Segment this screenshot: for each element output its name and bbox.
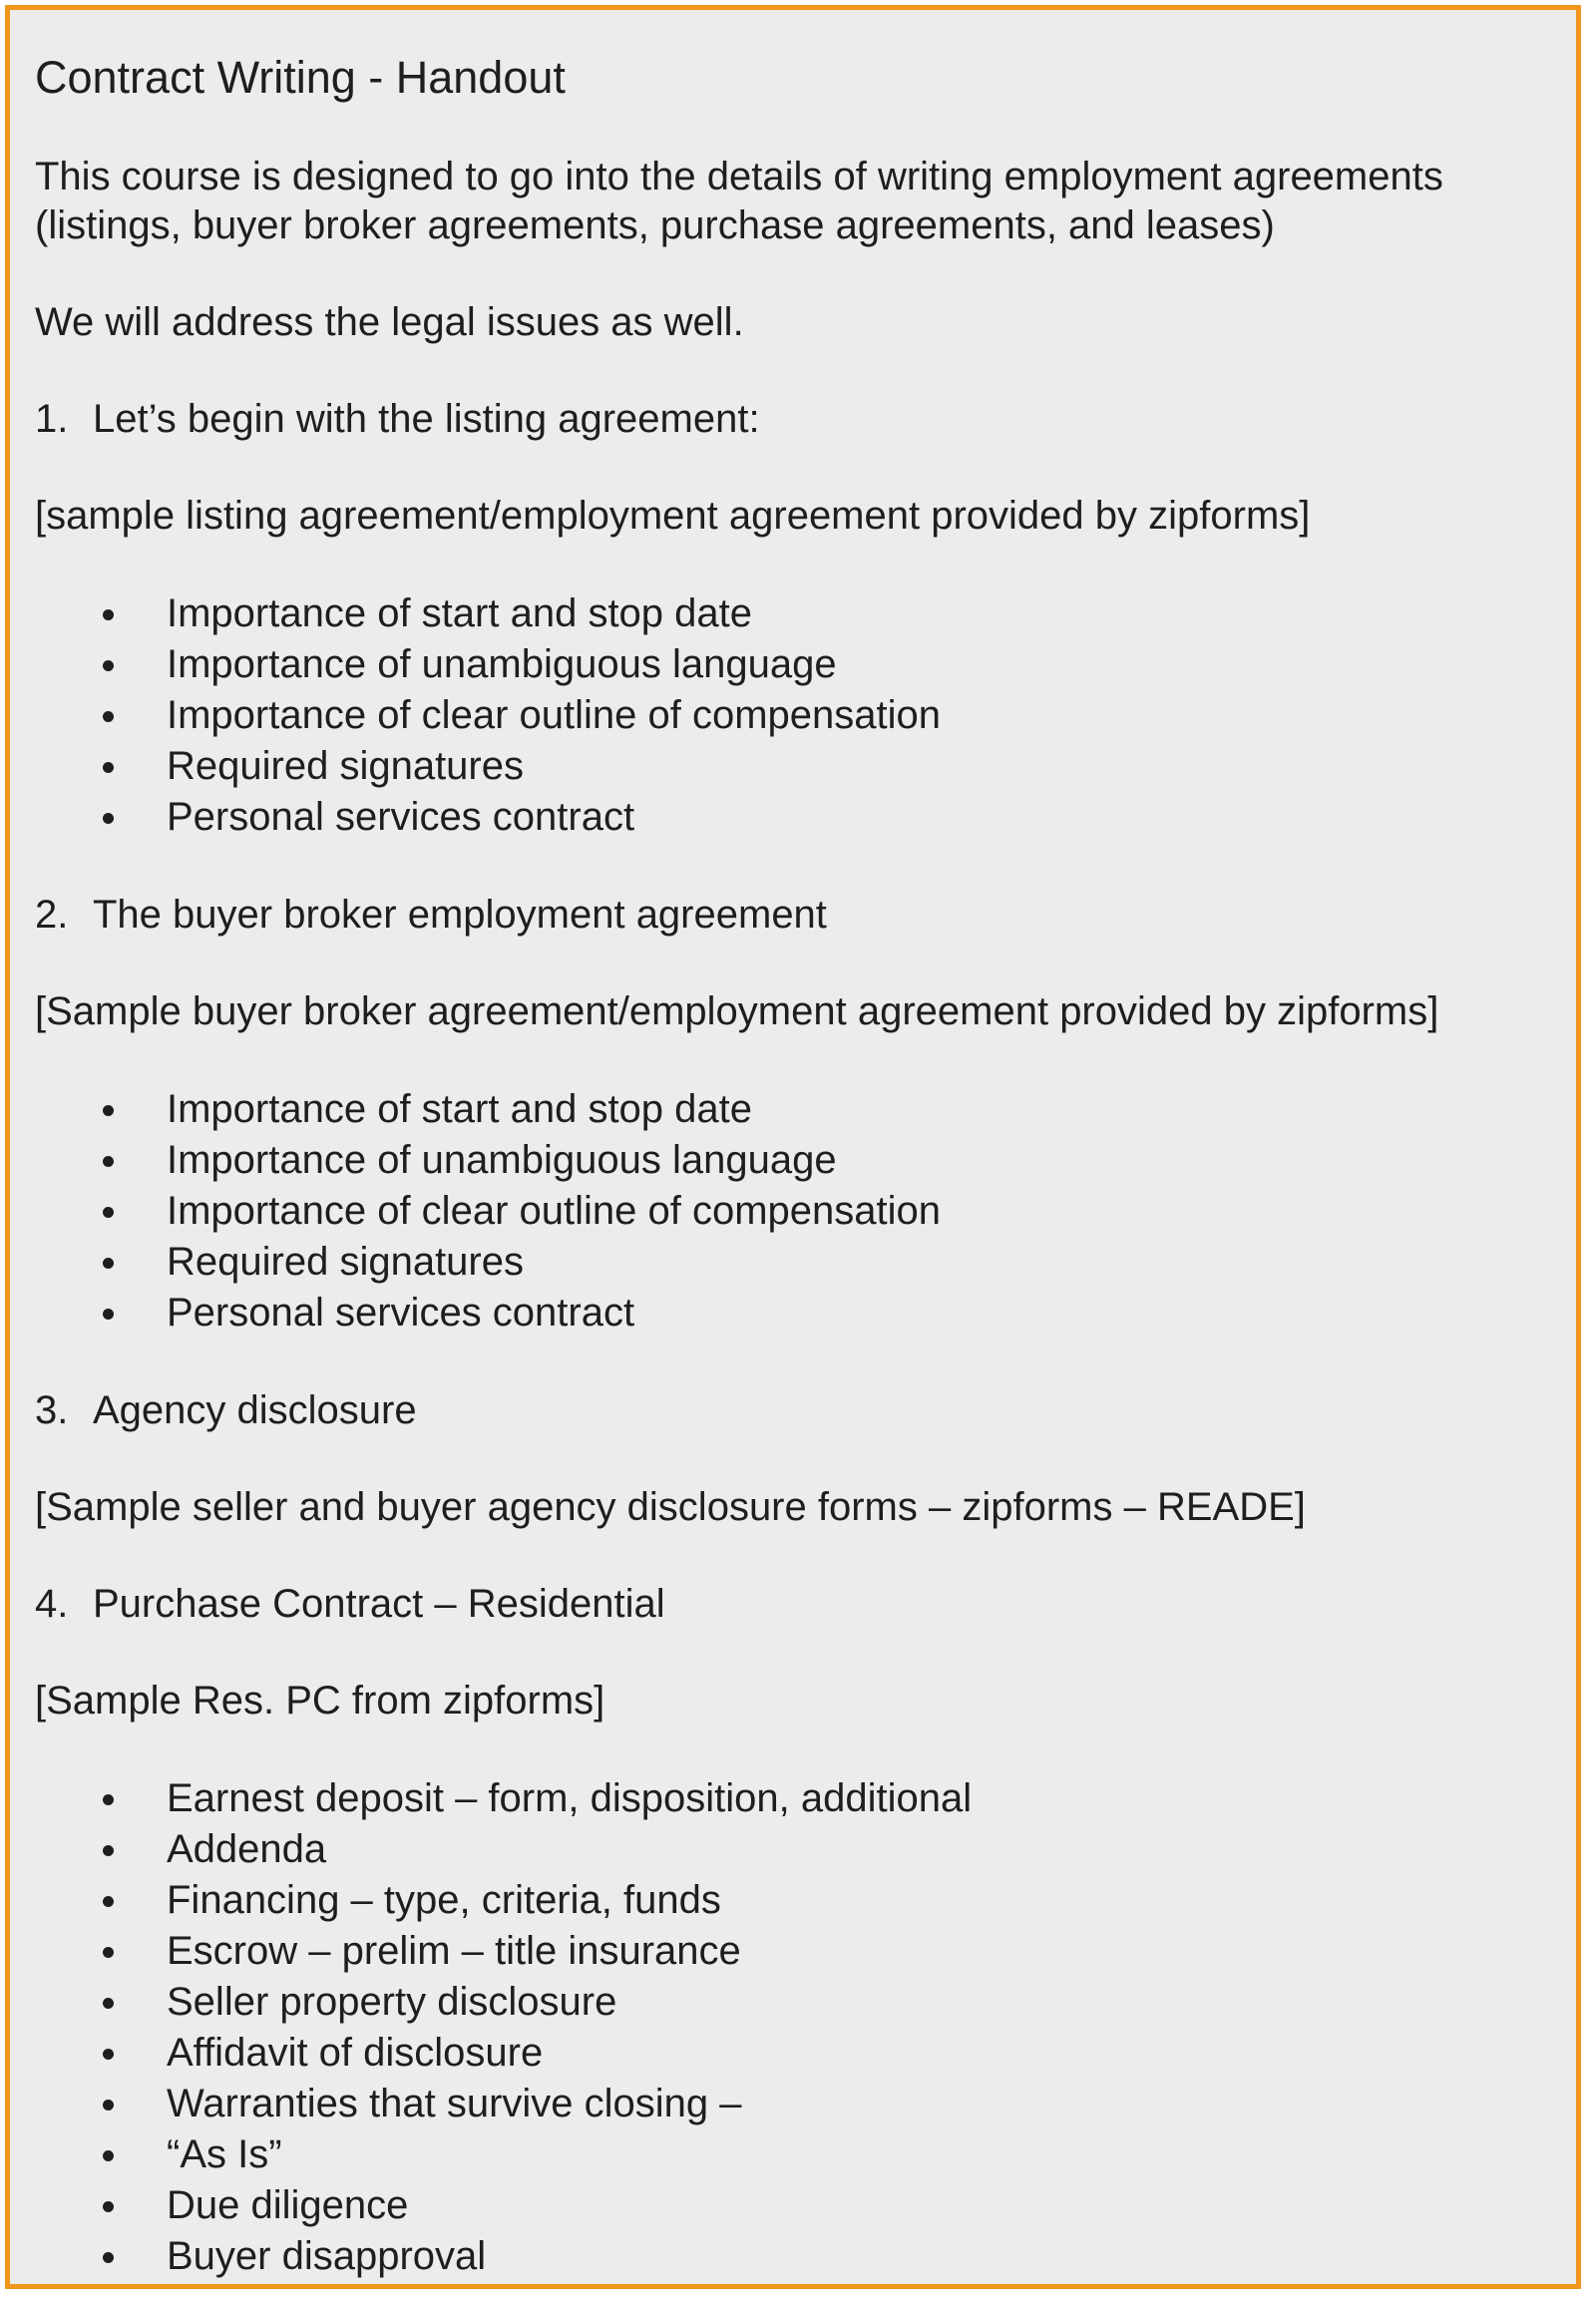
- bullet-dot-icon: [103, 1258, 114, 1269]
- bullet-dot-icon: [103, 1794, 114, 1805]
- list-item-text: Importance of start and stop date: [167, 1087, 753, 1131]
- section-heading: [35, 1386, 1561, 1435]
- list-item-text: Importance of unambiguous language: [167, 642, 837, 686]
- section-number: 2.: [35, 893, 69, 937]
- bullet-dot-icon: [103, 2252, 114, 2263]
- bullet-list: [35, 588, 1561, 843]
- bullet-list: [35, 1773, 1561, 2282]
- list-item: [35, 588, 1561, 639]
- list-item: [35, 1875, 1561, 1926]
- section-heading-text: The buyer broker employment agreement: [93, 893, 827, 937]
- list-item-text: Seller property disclosure: [167, 1980, 617, 2024]
- bullet-dot-icon: [103, 1998, 114, 2009]
- section-4: [35, 1580, 1561, 2282]
- list-item-text: Required signatures: [167, 744, 524, 788]
- list-item: [35, 2028, 1561, 2079]
- section-number: 1.: [35, 397, 69, 441]
- list-item: [35, 1135, 1561, 1186]
- list-item: [35, 1237, 1561, 1288]
- section-heading-text: Agency disclosure: [93, 1388, 417, 1432]
- sample-note: [Sample Res. PC from zipforms]: [35, 1679, 605, 1723]
- handout-page: [5, 5, 1581, 2289]
- bullet-dot-icon: [103, 2201, 114, 2212]
- section-number: 3.: [35, 1388, 69, 1432]
- list-item: [35, 2129, 1561, 2180]
- list-item-text: Addenda: [167, 1827, 327, 1871]
- section-number: 4.: [35, 1582, 69, 1626]
- list-item-text: Importance of unambiguous language: [167, 1138, 837, 1182]
- list-item: [35, 1824, 1561, 1875]
- bullet-dot-icon: [103, 2049, 114, 2060]
- bullet-dot-icon: [103, 762, 114, 773]
- list-item: [35, 1977, 1561, 2028]
- bullet-dot-icon: [103, 1845, 114, 1856]
- bullet-dot-icon: [103, 1896, 114, 1907]
- bullet-dot-icon: [103, 1156, 114, 1167]
- bullet-dot-icon: [103, 711, 114, 722]
- list-item-text: Affidavit of disclosure: [167, 2031, 544, 2075]
- list-item-text: Buyer disapproval: [167, 2234, 487, 2278]
- list-item: [35, 792, 1561, 843]
- list-item: [35, 2180, 1561, 2231]
- bullet-dot-icon: [103, 1309, 114, 1320]
- sample-note: [Sample buyer broker agreement/employment agreement provided by zipforms]: [35, 989, 1439, 1033]
- list-item-text: Personal services contract: [167, 1291, 635, 1335]
- intro-paragraph: This course is designed to go into the details of writing employment agreements (listings, buyer broker agreements, purchase agreements, and leases): [35, 155, 1443, 247]
- list-item-text: Financing – type, criteria, funds: [167, 1878, 721, 1922]
- list-item: [35, 690, 1561, 741]
- bullet-list: [35, 1084, 1561, 1339]
- section-heading: [35, 395, 1561, 444]
- bullet-dot-icon: [103, 660, 114, 671]
- list-item-text: “As Is”: [167, 2132, 282, 2176]
- list-item-text: Escrow – prelim – title insurance: [167, 1929, 741, 1973]
- sections-container: [35, 395, 1561, 2282]
- handout-content: [35, 48, 1561, 2289]
- list-item-text: Required signatures: [167, 1240, 524, 1284]
- list-item-text: Importance of clear outline of compensation: [167, 693, 941, 737]
- list-item: [35, 2079, 1561, 2129]
- list-item: [35, 1773, 1561, 1824]
- list-item: [35, 639, 1561, 690]
- list-item: [35, 1926, 1561, 1977]
- document-title: Contract Writing - Handout: [35, 52, 566, 103]
- section-3: [35, 1386, 1561, 1532]
- list-item-text: Importance of start and stop date: [167, 591, 753, 635]
- section-2: [35, 891, 1561, 1339]
- bullet-dot-icon: [103, 1947, 114, 1958]
- list-item-text: Personal services contract: [167, 795, 635, 839]
- list-item: [35, 1186, 1561, 1237]
- list-item-text: Importance of clear outline of compensation: [167, 1189, 941, 1233]
- bullet-dot-icon: [103, 2100, 114, 2111]
- bullet-dot-icon: [103, 813, 114, 824]
- sample-note: [Sample seller and buyer agency disclosure forms – zipforms – READE]: [35, 1485, 1306, 1529]
- list-item: [35, 741, 1561, 792]
- bullet-dot-icon: [103, 1105, 114, 1116]
- list-item-text: Earnest deposit – form, disposition, additional: [167, 1776, 973, 1820]
- section-heading: [35, 1580, 1561, 1629]
- section-heading-text: Purchase Contract – Residential: [93, 1582, 665, 1626]
- section-heading: [35, 891, 1561, 940]
- bullet-dot-icon: [103, 1207, 114, 1218]
- list-item-text: Warranties that survive closing –: [167, 2082, 742, 2125]
- sample-note: [sample listing agreement/employment agreement provided by zipforms]: [35, 494, 1311, 538]
- list-item: [35, 1084, 1561, 1135]
- bullet-dot-icon: [103, 2150, 114, 2161]
- list-item: [35, 1288, 1561, 1339]
- section-1: [35, 395, 1561, 843]
- list-item-text: Due diligence: [167, 2183, 409, 2227]
- legal-note: We will address the legal issues as well.: [35, 300, 744, 344]
- section-heading-text: Let’s begin with the listing agreement:: [93, 397, 760, 441]
- list-item: [35, 2231, 1561, 2282]
- bullet-dot-icon: [103, 609, 114, 620]
